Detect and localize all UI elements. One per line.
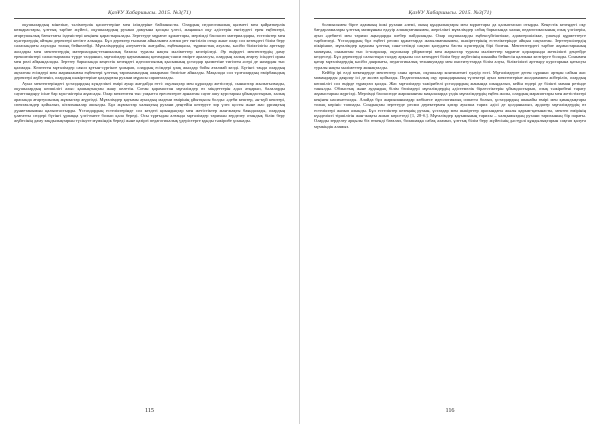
page-number: 116 [445,407,455,414]
page-number: 115 [144,407,155,414]
running-header: ҚазҰУ Хабаршысы. 2015. №3(71) [408,10,492,16]
body-text [314,22,586,402]
paragraph: Ауыл мектептеріндегі ұстаздардың күнделікті өмірі ауыр жағдайда өтті: оқулықтар мен құралдар жетіспеді, сыныптар жылытылмады, оқушылардың көпшілігі алыс қашықтықтан жаяу келетін. Соған қарамастан мұғалімдер өз міндеттерін адал атқарып, балаларды сауаттандыру ісіне бар күш-жігерін жұмсады. Олар мектептен тыс уақытта ересектерге арналған сауат ашу курстарын ұйымдастырып, халық арасында ағартушылық жұмыстар жүргізді. Мұғалімдер қауымы ауылдың мәдени өмірінің ұйытқысы болды: әдеби кештер, ән-күй кештері, спектакльдер қойылып, кітапханалар ашылды. Бұл жұмыстар халықтың рухани деңгейін көтеруге зор үлес қосты және жас ұрпақтың дүниетанымын қалыптастырды. Ұстаздардың естеліктерінде сол кездегі қиындықтар мен жетістіктер жан-жақты баяндалады, олардың ұлағатты сөздері бүгінгі ұрпаққа үлгі-өнеге болып қала береді. Осы тұрғыдан алғанда мұғалімдер тарихын зерделеу отандық білім беру жүйесінің даму заңдылықтарын түсінуге мүмкіндік береді және қазіргі педагогикалық үдерістерге құнды тәжірибе ұсынады. [14,80,285,124]
running-header: ҚазҰУ Хабаршысы. 2015. №3(71) [108,10,191,16]
header-rule [314,18,586,19]
body-text [14,22,285,402]
paragraph: Кейбір ірі елді мекендерде мектептер саны артып, оқушылар контингенті едәуір өсті. Мұғалімдерге деген сұраныс артқан сайын жас мамандарды даярлау ісі де жолға қойылды. Педагогикалық оқу орындарының түлектері ауыл мектептеріне жолдамамен жіберіліп, олардың көпшілігі сол өңірде тұрақтап қалды. Жас мұғалімдер тәжірибелі ұстаздардың жанында шыңдалып, кейін өздері де білікті маман ретінде танылды. Облыстық және аудандық білім бөлімдері мұғалімдердің әдістемелік бірлестіктерін ұйымдастырып, озық тәжірибені тарату жұмыстарын жүргізді. Мерзімді баспасөзде жарияланған мақалаларда үздік мұғалімдердің еңбек жолы, олардың марапаттары мен жетістіктері кеңінен насихатталды. Алайда бұл жарияланымдар көбінесе идеологиялық сипатта болып, ұстаздардың шынайы өмірі мен қиындықтары толық көрініс таппады. Сондықтан зерттеуде ресми деректермен қатар ауызша тарих әдісі де қолданылып, ардагер мұғалімдердің өз естеліктері жазып алынды. Бұл естеліктер кезеңнің рухын, ұстаздар мен шәкірттер арасындағы жылы қарым-қатынасты, мектеп өмірінің күнделікті тіршілігін жан-жақты ашып көрсетеді [1, 28-б.]. Мұғалімдер қауымының тарихы – халқымыздың рухани тарихының бір парағы. Оларды зерделеу арқылы біз өткенді бағалап, болашаққа сабақ аламыз, ұлттық білім беру жүйесінің дәстүрлі құндылықтарын сақтап қалуға мүмкіндік аламыз. [314,70,586,129]
paragraph: оқушылардың мінезіне, тәлімгерлік қасиеттеріне мен ілімдеріне байланысты. Олардың педагогикалық қызметі мен қайраткерлік көзқарастары, ұлттық тәрбие жүйесі, оқушылардың рухани дамуына қосқан үлесі, жаңашыл оқу әдістерін енгізудегі ерен еңбектері, ағартушылық бағыттағы ізденістері кеңінен қарастырылады. Зерттеуде мұрағат құжаттары, мерзімді баспасөз материалдары, естеліктер мен куәгерлердің айтқан деректері негізге алынды. Бұл деректер ғылыми айналымға алғаш рет енгізіліп отыр және олар сол кезеңдегі білім беру саласындағы ахуалды толық бейнелейді. Мұғалімдердің әлеуметтік жағдайы, еңбекақысы, тұрмыстық ахуалы, кәсіби біліктілігін арттыру жолдары мен мектептердің материалдық-техникалық базасы туралы нақты мәліметтер келтіріледі. Әр өңірдегі мектептердің даму ерекшеліктері салыстырмалы түрде талданып, мұғалімдер қауымының қоғамдық-саяси өмірге араласуы, олардың халық ағарту ісіндегі орны мен рөлі айқындалады. Зерттеу барысында кеңестік кезеңдегі идеологиялық қысымның ұстаздар қызметіне тигізген әсері де назардан тыс қалмады. Көптеген мұғалімдер саяси қуғын-сүргінге ұшырап, олардың есімдері ұзақ жылдар бойы аталмай келді. Бүгінгі таңда олардың ақталған есімдері мен жарияланған еңбектері ұлттық тарихымыздың ажырамас бөлігіне айналды. Мақалада сол тұлғалардың өмірбаяндық деректері жүйеленіп, олардың шәкірттеріне қалдырған рухани мұрасы сарапталады. [14,22,285,81]
right-page [300,0,600,424]
paragraph: болмысымен бірге адамның ішкі рухани әлемі, оның құндылықтары мен мұраттары да қалыптасып отырды. Кеңестік кезеңдегі оқу бағдарламалары ұлттық мазмұннан едәуір алшақтағанымен, жергілікті мұғалімдер сабақ барысында халық педагогикасының озық үлгілерін, ауыз әдебиеті мен тарихи аңыздарды шебер пайдаланды. Олар оқушыларды еңбексүйгіштікке, адамгершілікке, үлкенді құрметтеуге тәрбиеледі. Ұстаздардың бұл еңбегі ресми құжаттарда жазылмағанымен, шәкірттерінің естеліктерінде айқын сақталған. Зерттеушілердің пікірінше, мұғалімдер қауымы ұлттық сана-сезімді сақтап қалудағы басты күштердің бірі болған. Мектептердегі тәрбие жұмыстарының мазмұны, сыныптан тыс іс-шаралар, оқушылар үйірмелері мен жарыстар туралы мәліметтер мұрағат қорларында жеткілікті деңгейде кездеседі. Бұл деректерді салыстыра талдау арқылы сол кезеңдегі білім беру жүйесінің шынайы бейнесін қалпына келтіруге болады. Сонымен қатар мұғалімдердің кәсіби даярлығы, педагогикалық техникумдар мен институттарда білім алуы, біліктілікті арттыру курстарына қатысуы туралы нақты мәліметтер жинақталды. [314,22,586,70]
header-rule [14,18,285,19]
